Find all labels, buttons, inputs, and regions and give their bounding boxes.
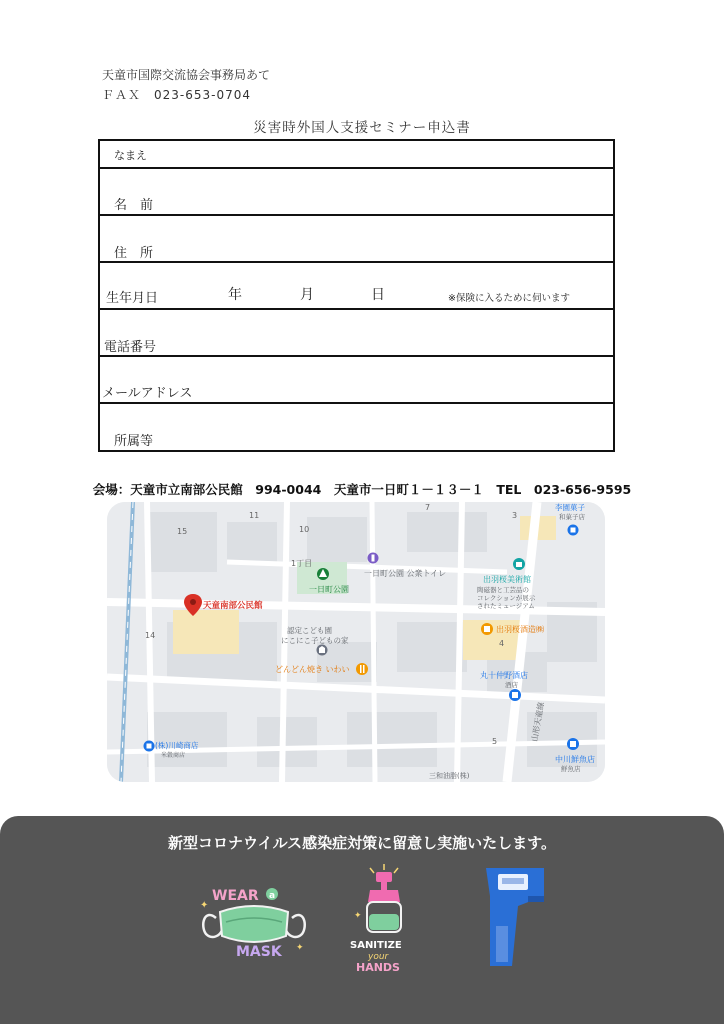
fish-shop-icon [567, 738, 579, 750]
application-form [98, 139, 615, 452]
furigana-label: なまえ [114, 149, 147, 162]
map-block-3: 3 [512, 511, 518, 520]
row-email[interactable] [100, 357, 613, 404]
map-venue-label: 天童南部公民館 [203, 601, 263, 611]
venue-map[interactable] [107, 502, 605, 782]
map-park-label: 一日町公園 [309, 585, 349, 594]
map-sake-label: 出羽桜酒造㈱ [496, 625, 544, 634]
year-label: 年 [228, 287, 242, 303]
mask-text-a: a [269, 891, 276, 901]
row-address[interactable] [100, 216, 613, 263]
venue-info: 会場：天童市立南部公民館 994-0044 天童市一日町１－１３－１ TEL 023-656-9595 [92, 482, 632, 497]
row-birthdate[interactable] [100, 263, 613, 310]
sanitize-hands-icon [348, 862, 420, 972]
map-kindergarten-label-2: にこにこ子どもの家 [281, 636, 349, 645]
email-label: メールアドレス [102, 386, 193, 401]
row-furigana[interactable] [100, 141, 613, 169]
sanitize-text-3: HANDS [356, 961, 400, 972]
map-liquor-sub: 酒店 [505, 681, 518, 689]
park-icon [317, 568, 329, 580]
museum-icon [513, 558, 525, 570]
map-confectionery-label: 李園菓子 [555, 503, 585, 512]
phone-label: 電話番号 [104, 340, 157, 355]
map-toilet-label: 一日町公園 公衆トイレ [364, 569, 447, 578]
svg-text:✦: ✦ [354, 911, 362, 921]
map-museum-desc-2: コレクションが展示 [477, 594, 536, 602]
sanitize-text-1: SANITIZE [350, 940, 402, 951]
wear-mask-icon [196, 878, 312, 962]
insurance-note: ※保険に入るために伺います [448, 293, 570, 304]
shop-icon [481, 623, 493, 635]
map-restaurant-label: どんどん焼き いわい [275, 665, 350, 674]
map-fish-label: 中川鮮魚店 [555, 755, 595, 764]
map-block-15: 15 [177, 527, 188, 536]
name-label: 名 前 [114, 198, 154, 213]
map-chome: 1丁目 [291, 559, 313, 568]
confectionery-icon [568, 525, 579, 536]
recipient-address: 天童市国際交流協会事務局あて [102, 68, 271, 82]
svg-text:✦: ✦ [200, 900, 209, 911]
mask-text-mask: MASK [236, 944, 282, 960]
map-kindergarten-label-1: 認定こども園 [287, 626, 332, 635]
birthdate-label: 生年月日 [106, 291, 159, 306]
row-affiliation[interactable] [100, 404, 613, 450]
map-confectionery-sub: 和菓子店 [559, 513, 585, 521]
map-liquor-label: 丸十仲野酒店 [480, 671, 528, 680]
notice-banner [0, 816, 724, 1024]
store-icon [144, 741, 155, 752]
map-museum-desc-3: されたミュージアム [477, 602, 535, 610]
map-block-5: 5 [492, 737, 498, 746]
map-road-label: 山形天童線 [530, 701, 546, 743]
map-store-label: (株)川崎商店 [155, 741, 199, 750]
restaurant-icon [356, 663, 368, 675]
map-block-11: 11 [249, 511, 260, 520]
toilet-icon [368, 553, 379, 564]
month-label: 月 [300, 287, 314, 303]
map-fish-sub: 鮮魚店 [561, 765, 581, 773]
affiliation-label: 所属等 [114, 434, 154, 449]
row-phone[interactable] [100, 310, 613, 357]
map-block-4: 4 [499, 639, 505, 648]
fax-number: ＦＡＸ 023-653-0704 [102, 88, 252, 102]
sanitize-text-2: your [368, 952, 389, 962]
map-museum-label: 出羽桜美術館 [483, 575, 531, 584]
map-museum-desc-1: 陶磁器と工芸品の [477, 586, 529, 594]
school-icon [317, 645, 328, 656]
mask-text-wear: WEAR [212, 888, 259, 904]
map-block-7: 7 [425, 503, 431, 512]
liquor-shop-icon [509, 689, 521, 701]
map-store-sub: 米穀商店 [161, 752, 186, 759]
map-block-14: 14 [145, 631, 156, 640]
day-label: 日 [371, 287, 385, 303]
form-title: 災害時外国人支援セミナー申込書 [253, 120, 471, 136]
thermometer-icon [482, 866, 548, 970]
covid-notice: 新型コロナウイルス感染症対策に留意し実施いたします。 [168, 834, 556, 852]
map-oil-label: 三和油脂(株) [429, 772, 470, 780]
row-name[interactable] [100, 169, 613, 216]
address-label: 住 所 [114, 246, 154, 261]
map-block-10: 10 [299, 525, 310, 534]
svg-text:✦: ✦ [296, 943, 304, 953]
